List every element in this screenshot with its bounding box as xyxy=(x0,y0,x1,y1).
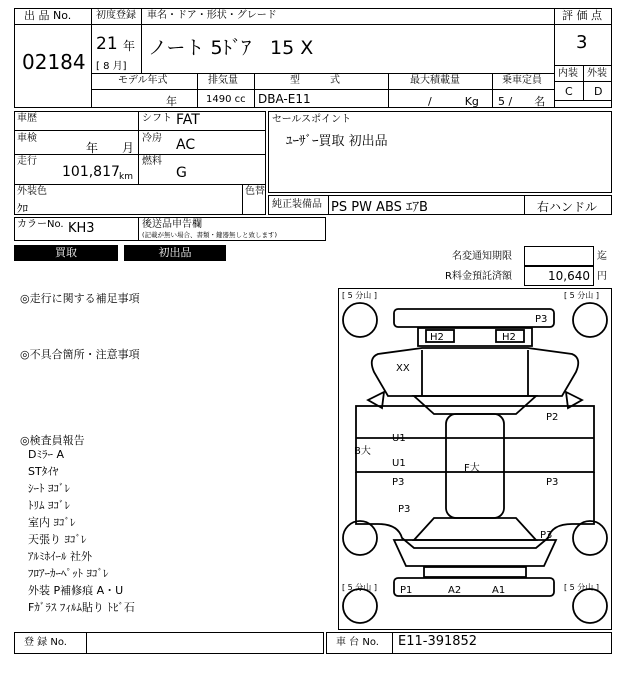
report-item: Fｶﾞﾗｽ ﾌｨﾙﾑ貼り ﾄﾋﾞ石 xyxy=(28,601,135,614)
recycle-fee-value: 10,640 xyxy=(548,269,590,283)
inspector-report-title: ◎検査員報告 xyxy=(20,434,85,447)
type-label: 型 式 xyxy=(290,75,340,86)
inspection-label: 車検 xyxy=(17,133,37,144)
mark-f-large: F大 xyxy=(464,463,480,474)
purchase-tag: 買取 xyxy=(14,245,118,261)
year-unit: 年 xyxy=(123,39,136,53)
mark-p3-top: P3 xyxy=(535,314,548,325)
details-left-frame xyxy=(14,111,266,215)
mark-p3-right: P3 xyxy=(546,477,559,488)
car-name-label: 車名・ドア・形状・グレード xyxy=(147,10,277,21)
interior-grade: C xyxy=(565,85,573,98)
report-item: STﾀｲﾔ xyxy=(28,465,59,478)
sales-point-label: セールスポイント xyxy=(272,114,352,125)
shift-value: FAT xyxy=(176,112,200,128)
body-outline xyxy=(356,309,594,596)
report-item: ｼｰﾄ ﾖｺﾞﾚ xyxy=(28,482,70,495)
report-item: 天張り ﾖｺﾞﾚ xyxy=(28,533,87,546)
post-registration-label: 後送品申告欄 xyxy=(142,219,202,230)
exterior-color-label: 外装色 xyxy=(17,186,47,197)
model-code: DBA-E11 xyxy=(258,92,311,106)
mileage-value: 101,817 xyxy=(62,164,120,180)
model-year-unit: 年 xyxy=(166,95,177,108)
mark-h2-right: H2 xyxy=(502,332,516,343)
capacity-value: 5 / 名 xyxy=(498,95,546,108)
repaint-label: 色替 xyxy=(245,186,265,197)
tire-front-right-label: [ 5 分山 ] xyxy=(564,291,599,300)
interior-label: 内装 xyxy=(558,68,578,79)
max-load-value: / Kg xyxy=(428,95,479,108)
exterior-label: 外装 xyxy=(587,68,607,79)
mark-xx: XX xyxy=(396,363,410,374)
mark-u1-a: U1 xyxy=(392,433,406,444)
report-item: ﾌﾛｱｰｶｰﾍﾟｯﾄ ﾖｺﾞﾚ xyxy=(28,567,109,580)
mark-p2: P2 xyxy=(546,412,559,423)
tire-rear-right-label: [ 5 分山 ] xyxy=(564,583,599,592)
aircon-label: 冷房 xyxy=(142,133,162,144)
capacity-label: 乗車定員 xyxy=(502,75,542,86)
mileage-unit: km xyxy=(119,172,133,182)
report-item: Dﾐﾗｰ A xyxy=(28,448,64,461)
name-change-label: 名変通知期限 xyxy=(452,251,512,262)
lot-number-label: 出 品 No. xyxy=(24,9,72,22)
mark-p1: P1 xyxy=(400,585,413,596)
car-damage-diagram xyxy=(338,288,612,630)
mark-b-large: B大 xyxy=(354,446,371,457)
registration-year: 21 xyxy=(96,34,118,54)
car-name: ノート 5ﾄﾞｱ 15 X xyxy=(148,37,314,59)
color-number-label: カラーNo. xyxy=(17,219,64,230)
score-label: 評 価 点 xyxy=(562,9,602,22)
sales-point-value: ﾕｰｻﾞｰ買取 初出品 xyxy=(286,134,388,149)
chassis-number-value: E11-391852 xyxy=(398,634,478,649)
registration-month: [ 8 月] xyxy=(96,61,127,72)
mark-p3-right-rear: P3 xyxy=(540,530,553,541)
mark-h2-left: H2 xyxy=(430,332,444,343)
model-year-label: モデル年式 xyxy=(118,75,168,86)
registration-number-label: 登 録 No. xyxy=(24,637,67,648)
exterior-color-value: ｸﾛ xyxy=(17,202,28,215)
color-number-value: KH3 xyxy=(68,221,95,236)
overall-score: 3 xyxy=(576,32,588,53)
displacement-value: 1490 cc xyxy=(206,94,246,105)
steering-value: 右ハンドル xyxy=(537,200,598,214)
mark-a1: A1 xyxy=(492,585,506,596)
aircon-value: AC xyxy=(176,137,196,153)
first-registration-label: 初度登録 xyxy=(96,10,136,21)
chassis-number-label: 車 台 No. xyxy=(336,637,379,648)
running-notes-title: ◎走行に関する補足事項 xyxy=(20,292,140,305)
report-item: 室内 ﾖｺﾞﾚ xyxy=(28,516,76,529)
shift-label: シフト xyxy=(142,113,172,124)
report-item: ｱﾙﾐﾎｲｰﾙ 社外 xyxy=(28,550,92,563)
tire-rear-left-label: [ 5 分山 ] xyxy=(342,583,377,592)
recycle-fee-unit: 円 xyxy=(597,271,607,282)
post-registration-note: (記載が無い場合、書類・鍵器無しと致します) xyxy=(142,231,278,239)
displacement-label: 排気量 xyxy=(208,75,238,86)
mark-a2: A2 xyxy=(448,585,462,596)
exterior-grade: D xyxy=(594,85,603,98)
report-item: ﾄﾘﾑ ﾖｺﾞﾚ xyxy=(28,499,70,512)
equipment-label: 純正装備品 xyxy=(272,199,322,210)
first-listing-tag: 初出品 xyxy=(124,245,226,261)
defect-notes-title: ◎不具合箇所・注意事項 xyxy=(20,348,140,361)
mark-u1-b: U1 xyxy=(392,458,406,469)
fuel-label: 燃料 xyxy=(142,156,162,167)
equipment-value: PS PW ABS ｴｱB xyxy=(331,200,428,215)
history-label: 車歴 xyxy=(17,113,37,124)
mileage-label: 走行 xyxy=(17,156,37,167)
max-load-label: 最大積載量 xyxy=(410,75,460,86)
tire-front-left-label: [ 5 分山 ] xyxy=(342,291,377,300)
mark-p3-left: P3 xyxy=(392,477,405,488)
fuel-value: G xyxy=(176,165,187,181)
lot-number: 02184 xyxy=(22,50,86,74)
name-change-unit: 迄 xyxy=(597,251,607,262)
inspector-report-list xyxy=(28,446,135,616)
name-change-box xyxy=(524,246,594,266)
inspection-value: 年 月 xyxy=(86,141,135,155)
mark-p3-left-rear: P3 xyxy=(398,504,411,515)
recycle-fee-label: R料金預託済額 xyxy=(445,271,512,282)
report-item: 外装 P補修痕 A・U xyxy=(28,584,124,597)
